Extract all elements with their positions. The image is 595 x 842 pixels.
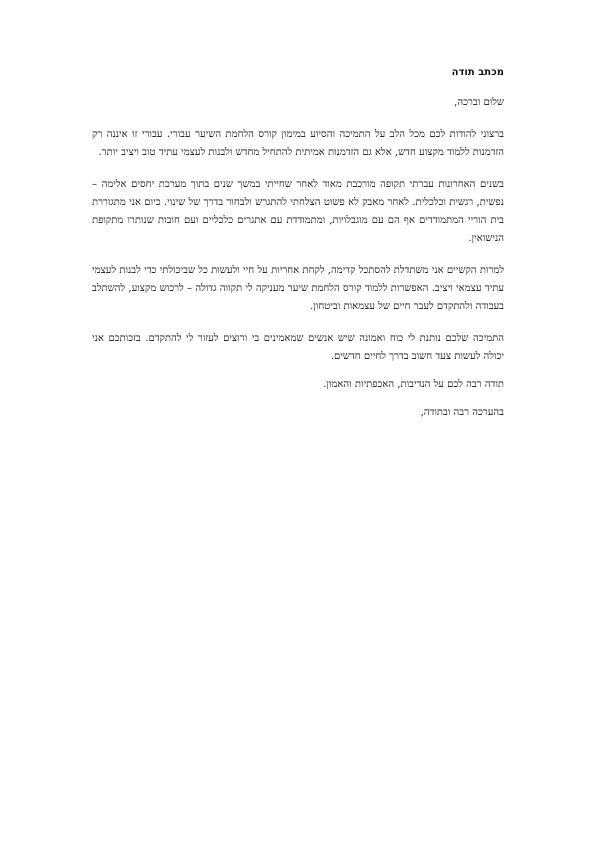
letter-paragraph-4: התמיכה שלכם נותנת לי כוח ואמונה שיש אנשים שמאמינים בי ורוצים לעזור לי להתקדם. בזכותכם אני יכולה לעשות צעד חשוב בדרך לחיים חדשים. xyxy=(92,333,504,362)
letter-closing: בהערכה רבה ובתודה, xyxy=(420,407,504,418)
letter-title: מכתב תודה xyxy=(451,67,504,78)
letter-paragraph-5: תודה רבה לכם על הנדיבות, האכפתיות והאמון. xyxy=(323,379,504,390)
letter-page xyxy=(92,66,504,436)
letter-paragraph-2: בשנים האחרונות עברתי תקופה מורכבת מאוד לאחר שחייתי במשך שנים בתוך מערכת יחסים אלימה – נפשית, רגשית וכלכלית. לאחר מאבק לא פשוט הצלחתי להתגרש ולבחור בדרך של שינוי. כיום אני מתגוררת בית הוריי המתמודדים אף הם עם מוגבלויות, ומתמודדת עם אתגרים כלכליים ועם חובות שנותרו מתקופת הנישואין. xyxy=(92,179,504,244)
letter-paragraph-3: למרות הקשיים אני משתדלת להסתכל קדימה, לקחת אחריות על חיי ולעשות כל שביכולתי כדי לבנות לעצמי עתיד עצמאי ויציב. האפשרות ללמוד קורס הלחמת שיער מעניקה לי תקווה גדולה – לרכוש מקצוע, להשתלב בעבודה ולהתקדם לעבר חיים של עצמאות וביטחון. xyxy=(92,265,504,312)
letter-paragraph-1: ברצוני להודות לכם מכל הלב על התמיכה והסיוע במימון קורס הלחמת השיער עבורי. עבורי זו איננה רק הזדמנות ללמוד מקצוע חדש, אלא גם הזדמנות אמיתית להתחיל מחדש ולבנות לעצמי עתיד טוב ויציב יותר. xyxy=(92,129,504,158)
letter-greeting: שלום וברכה, xyxy=(454,97,504,108)
